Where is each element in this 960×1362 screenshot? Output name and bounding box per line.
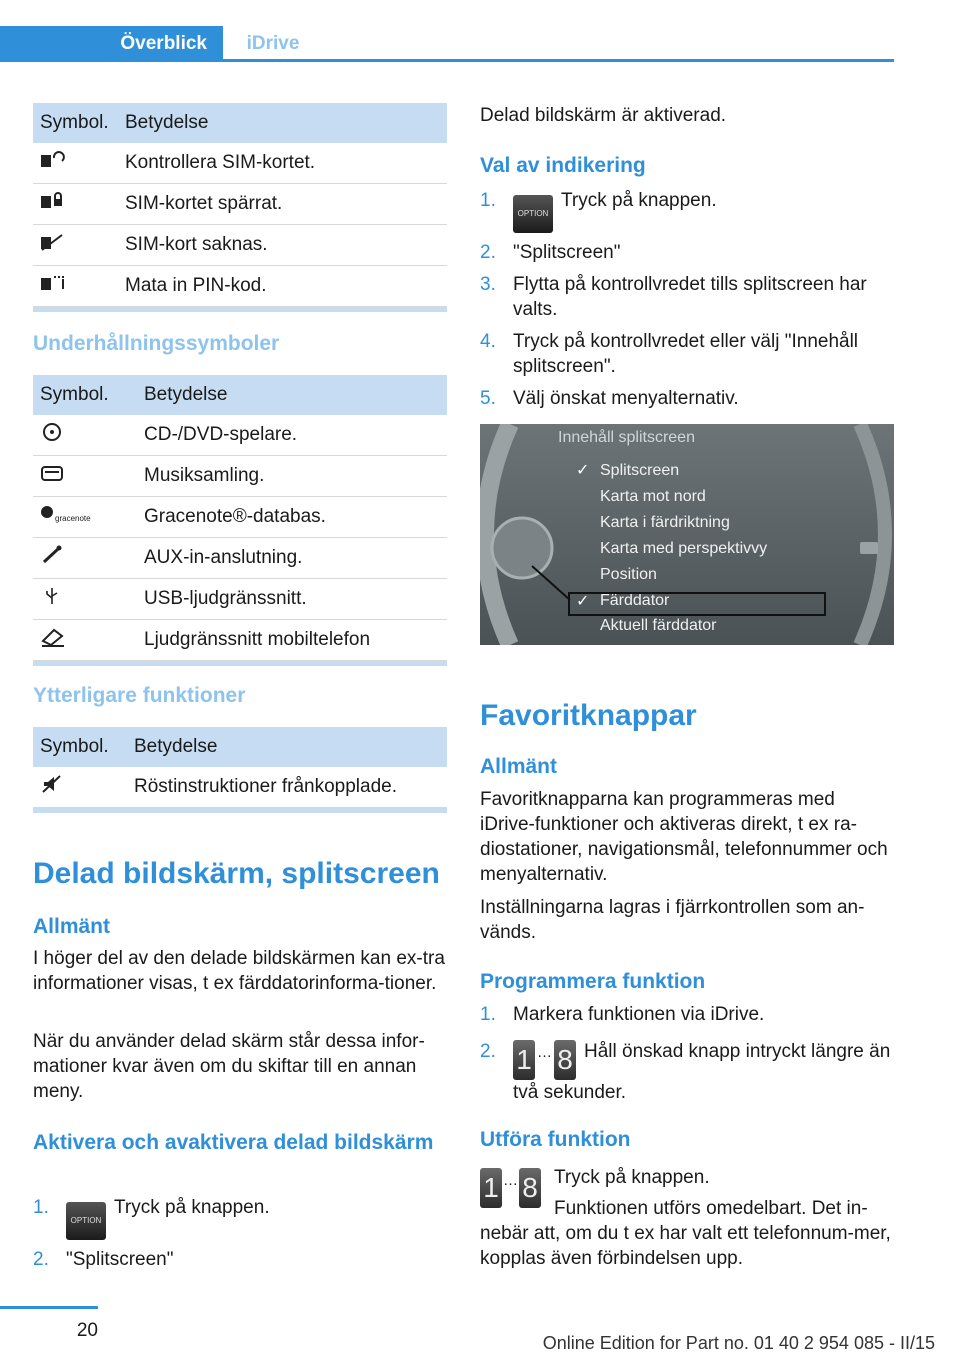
music-collection-icon bbox=[40, 463, 66, 483]
gracenote-icon bbox=[40, 504, 110, 524]
col-meaning: Betydelse bbox=[134, 736, 218, 757]
aux-in-icon bbox=[40, 545, 66, 565]
screen-title: Innehåll splitscreen bbox=[558, 429, 695, 446]
tab-overview[interactable]: Överblick bbox=[0, 26, 223, 62]
table-row bbox=[33, 415, 447, 456]
table-row bbox=[33, 143, 447, 184]
option-button: OPTION bbox=[66, 1202, 106, 1240]
list-item: 2. "Splitscreen" bbox=[33, 1249, 174, 1270]
col-symbol: Symbol. bbox=[40, 736, 109, 757]
list-item: 3. Flytta på kontrollvredet tills splitscreen har valts. bbox=[480, 274, 867, 320]
phone-audio-icon bbox=[40, 627, 66, 647]
table-cell: Mata in PIN-kod. bbox=[125, 275, 267, 296]
program-function-heading: Programmera funktion bbox=[480, 970, 706, 993]
table-row bbox=[33, 184, 447, 225]
sim-locked-icon bbox=[40, 191, 66, 211]
sim-missing-icon bbox=[40, 232, 66, 252]
header-rule bbox=[0, 59, 894, 62]
table-row bbox=[33, 620, 447, 661]
splitscreen-active-text: Delad bildskärm är aktiverad. bbox=[480, 105, 727, 126]
table-cell: Musiksamling. bbox=[144, 465, 265, 486]
table-cell: Gracenote®-databas. bbox=[144, 506, 326, 527]
option-button: OPTION bbox=[513, 195, 553, 233]
list-item: 2. "Splitscreen" bbox=[480, 242, 621, 263]
table-cell: Röstinstruktioner frånkopplade. bbox=[134, 776, 397, 797]
menu-item-current-trip[interactable]: Aktuell färddator bbox=[600, 617, 717, 634]
execute-function-heading: Utföra funktion bbox=[480, 1128, 631, 1151]
entertainment-symbol-table bbox=[33, 375, 447, 666]
program-steps bbox=[480, 1002, 894, 1112]
header-tabs bbox=[0, 26, 894, 62]
cd-dvd-icon bbox=[40, 422, 66, 442]
select-display-steps bbox=[480, 188, 894, 418]
table-cell: Kontrollera SIM-kortet. bbox=[125, 152, 316, 173]
table-end-bar bbox=[33, 661, 447, 666]
table-header bbox=[33, 727, 447, 767]
menu-item-position[interactable]: Position bbox=[600, 566, 657, 583]
table-header bbox=[33, 375, 447, 415]
favorites-paragraph-2: Inställningarna lagras i fjärrkontrollen som an-vänds. bbox=[480, 897, 865, 943]
activate-heading: Aktivera och avaktivera delad bildskärm bbox=[33, 1131, 434, 1154]
general-paragraph-2: När du använder delad skärm står dessa infor-mationer kvar även om du skiftar till en annan meny. bbox=[33, 1031, 425, 1102]
favorite-key-1: 1 bbox=[480, 1168, 502, 1208]
col-meaning: Betydelse bbox=[125, 112, 209, 133]
menu-item-map-perspective[interactable]: Karta med perspektivvy bbox=[600, 540, 768, 557]
footer-rule bbox=[0, 1306, 98, 1309]
sim-check-icon bbox=[40, 150, 66, 170]
favorites-heading: Favoritknappar bbox=[480, 699, 697, 732]
entertainment-heading: Underhållningssymboler bbox=[33, 332, 280, 355]
more-functions-table bbox=[33, 727, 447, 813]
table-row bbox=[33, 538, 447, 579]
table-cell: SIM-kort saknas. bbox=[125, 234, 268, 255]
menu-item-map-direction[interactable]: Karta i färdriktning bbox=[600, 514, 730, 531]
list-item: 5. Välj önskat menyalternativ. bbox=[480, 388, 739, 409]
table-cell: Ljudgränssnitt mobiltelefon bbox=[144, 629, 371, 650]
table-cell: AUX-in-anslutning. bbox=[144, 547, 303, 568]
page-number: 20 bbox=[76, 1320, 98, 1341]
col-meaning: Betydelse bbox=[144, 384, 228, 405]
col-symbol: Symbol. bbox=[40, 384, 109, 405]
table-row bbox=[33, 767, 447, 808]
table-cell: SIM-kortet spärrat. bbox=[125, 193, 283, 214]
table-row bbox=[33, 266, 447, 307]
selection-highlight bbox=[568, 592, 826, 616]
list-item: 1. OPTIONTryck på knappen. bbox=[33, 1195, 447, 1240]
favorite-key-8: 8 bbox=[554, 1040, 576, 1080]
list-item: 2. 1 … 8 Håll önskad knapp intryckt längre än två sekunder. bbox=[480, 1041, 891, 1103]
list-item: 4. Tryck på kontrollvredet eller välj "Innehåll splitscreen". bbox=[480, 331, 859, 377]
table-end-bar bbox=[33, 808, 447, 813]
table-end-bar bbox=[33, 307, 447, 312]
menu-item-splitscreen[interactable]: Splitscreen bbox=[600, 462, 680, 479]
voice-off-icon bbox=[40, 774, 66, 794]
splitscreen-menu-screenshot bbox=[480, 424, 894, 645]
splitscreen-heading: Delad bildskärm, splitscreen bbox=[33, 857, 440, 890]
favorites-general-heading: Allmänt bbox=[480, 755, 558, 778]
table-cell: USB-ljudgränssnitt. bbox=[144, 588, 307, 609]
table-row bbox=[33, 579, 447, 620]
sim-symbol-table bbox=[33, 103, 447, 312]
select-display-heading: Val av indikering bbox=[480, 154, 646, 177]
col-symbol: Symbol. bbox=[40, 112, 109, 133]
favorite-keys-graphic: 1 … 8 bbox=[480, 1168, 546, 1208]
general-paragraph-1: I höger del av den delade bildskärmen kan ex-tra informationer visas, t ex färddatorinforma-tioner. bbox=[33, 948, 445, 994]
svg-text:gracenote: gracenote bbox=[55, 514, 91, 523]
favorite-key-1: 1 bbox=[513, 1040, 535, 1080]
menu-item-trip-computer[interactable]: Färddator bbox=[600, 592, 670, 609]
table-row bbox=[33, 497, 447, 538]
tab-idrive[interactable]: iDrive bbox=[246, 33, 300, 54]
usb-icon bbox=[40, 586, 66, 606]
favorite-key-8: 8 bbox=[519, 1168, 541, 1208]
favorites-paragraph-1: Favoritknapparna kan programmeras med iDrive-funktioner och aktiveras direkt, t ex ra-diostationer, navigationsmål, telefonnummer och menyalternativ. bbox=[480, 789, 888, 885]
pin-entry-icon bbox=[40, 273, 66, 293]
menu-item-map-north[interactable]: Karta mot nord bbox=[600, 488, 706, 505]
list-item: 1. Markera funktionen via iDrive. bbox=[480, 1004, 765, 1025]
more-functions-heading: Ytterligare funktioner bbox=[33, 684, 246, 707]
table-row bbox=[33, 225, 447, 266]
activate-steps bbox=[33, 1195, 447, 1279]
table-row bbox=[33, 456, 447, 497]
edition-footer: Online Edition for Part no. 01 40 2 954 085 - II/15 bbox=[542, 1333, 935, 1353]
execute-line-1: Tryck på knappen. bbox=[554, 1167, 710, 1188]
checkmark-icon: ✓ bbox=[576, 593, 590, 610]
table-header bbox=[33, 103, 447, 143]
general-heading: Allmänt bbox=[33, 915, 111, 938]
execute-line-2: Funktionen utförs omedelbart. Det in-nebär att, om du t ex har valt ett telefonnum-mer, kopplas även förbindelsen upp. bbox=[480, 1198, 891, 1269]
checkmark-icon: ✓ bbox=[576, 462, 590, 479]
list-item: 1. OPTIONTryck på knappen. bbox=[480, 188, 894, 233]
table-cell: CD-/DVD-spelare. bbox=[144, 424, 298, 445]
